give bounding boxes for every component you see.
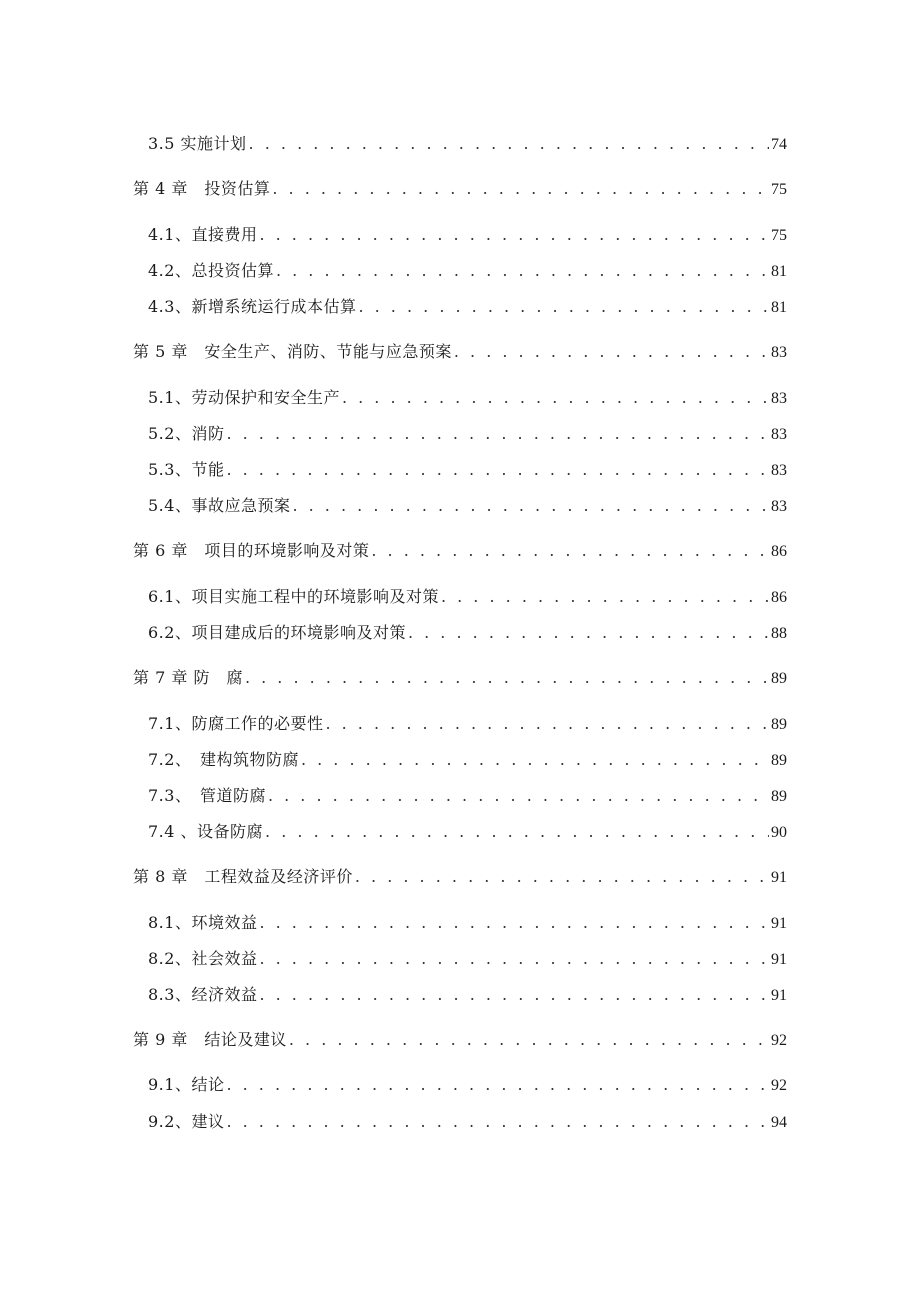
toc-entry-label: 7.4 、设备防腐: [148, 822, 264, 841]
toc-entry-page: 92: [771, 1077, 787, 1094]
toc-entry-7-2: [148, 750, 787, 771]
toc-leader-dots: [289, 1030, 769, 1050]
toc-entry-page: 75: [771, 227, 787, 244]
toc-entry-page: 89: [771, 670, 787, 687]
toc-chapter-5: [133, 342, 787, 363]
toc-leader-dots: [226, 460, 769, 480]
toc-leader-dots: [272, 179, 769, 199]
toc-entry-page: 88: [771, 625, 787, 642]
toc-entry-label: 第 7 章 防 腐: [133, 668, 243, 687]
toc-leader-dots: [249, 134, 769, 154]
toc-entry-label: 第 8 章 工程效益及经济评价: [133, 867, 353, 886]
toc-entry-label: 5.3、节能: [148, 460, 225, 479]
toc-entry-9-2: [148, 1112, 787, 1133]
toc-entry-label: 4.2、总投资估算: [148, 261, 274, 280]
toc-entry-page: 83: [771, 498, 787, 515]
toc-entry-label: 9.2、建议: [148, 1112, 225, 1131]
toc-entry-page: 94: [771, 1114, 787, 1131]
toc-entry-page: 86: [771, 589, 787, 606]
toc-entry-page: 91: [771, 869, 787, 886]
toc-chapter-4: [133, 179, 787, 200]
toc-leader-dots: [325, 714, 769, 734]
toc-entry-page: 83: [771, 344, 787, 361]
toc-entry-page: 74: [771, 136, 787, 153]
toc-entry-5-2: [148, 424, 787, 445]
toc-chapter-8: [133, 867, 787, 888]
toc-leader-dots: [358, 297, 769, 317]
toc-entry-label: 第 4 章 投资估算: [133, 179, 271, 198]
toc-entry-page: 81: [771, 299, 787, 316]
toc-leader-dots: [259, 913, 769, 933]
toc-leader-dots: [408, 623, 769, 643]
toc-entry-label: 3.5 实施计划: [148, 134, 247, 153]
toc-entry-label: 8.2、社会效益: [148, 949, 258, 968]
toc-entry-label: 第 9 章 结论及建议: [133, 1030, 287, 1049]
toc-leader-dots: [276, 261, 769, 281]
toc-entry-page: 91: [771, 915, 787, 932]
toc-leader-dots: [342, 388, 769, 408]
toc-entry-5-3: [148, 460, 787, 481]
toc-entry-9-1: [148, 1075, 787, 1096]
toc-entry-6-1: [148, 587, 787, 608]
toc-leader-dots: [355, 867, 769, 887]
toc-entry-label: 6.1、项目实施工程中的环境影响及对策: [148, 587, 439, 606]
toc-entry-label: 5.1、劳动保护和安全生产: [148, 388, 340, 407]
toc-leader-dots: [226, 1075, 769, 1095]
toc-entry-label: 5.2、消防: [148, 424, 225, 443]
toc-leader-dots: [245, 668, 769, 688]
toc-entry-5-4: [148, 496, 787, 517]
toc-entry-4-2: [148, 261, 787, 282]
toc-entry-label: 7.2、 建构筑物防腐: [148, 750, 299, 769]
toc-leader-dots: [265, 822, 769, 842]
toc-leader-dots: [259, 225, 769, 245]
toc-entry-label: 8.3、经济效益: [148, 985, 258, 1004]
toc-entry-label: 6.2、项目建成后的环境影响及对策: [148, 623, 406, 642]
toc-entry-page: 83: [771, 390, 787, 407]
toc-chapter-7: [133, 668, 787, 689]
toc-entry-7-3: [148, 786, 787, 807]
toc-entry-page: 91: [771, 987, 787, 1004]
toc-entry-6-2: [148, 623, 787, 644]
toc-entry-7-1: [148, 714, 787, 735]
toc-entry-page: 92: [771, 1032, 787, 1049]
toc-entry-label: 第 5 章 安全生产、消防、节能与应急预案: [133, 342, 452, 361]
toc-leader-dots: [268, 786, 769, 806]
toc-entry-label: 8.1、环境效益: [148, 913, 258, 932]
toc-entry-page: 91: [771, 951, 787, 968]
toc-entry-label: 4.1、直接费用: [148, 225, 258, 244]
toc-entry-label: 7.1、防腐工作的必要性: [148, 714, 324, 733]
toc-entry-page: 81: [771, 263, 787, 280]
toc-entry-page: 89: [771, 788, 787, 805]
toc-entry-8-3: [148, 985, 787, 1006]
toc-entry-page: 83: [771, 462, 787, 479]
toc-entry-8-2: [148, 949, 787, 970]
toc-entry-label: 5.4、事故应急预案: [148, 496, 291, 515]
toc-leader-dots: [301, 750, 769, 770]
toc-leader-dots: [454, 342, 769, 362]
toc-chapter-6: [133, 541, 787, 562]
toc-entry-8-1: [148, 913, 787, 934]
toc-entry-7-4: [148, 822, 787, 843]
toc-entry-page: 75: [771, 181, 787, 198]
toc-leader-dots: [371, 541, 769, 561]
toc-entry-label: 7.3、 管道防腐: [148, 786, 266, 805]
toc-entry-5-1: [148, 388, 787, 409]
toc-entry-4-3: [148, 297, 787, 318]
toc-leader-dots: [441, 587, 769, 607]
toc-entry-label: 4.3、新增系统运行成本估算: [148, 297, 357, 316]
toc-entry-label: 9.1、结论: [148, 1075, 225, 1094]
toc-entry-3-5: [148, 134, 787, 155]
toc-entry-page: 83: [771, 426, 787, 443]
toc-entry-page: 86: [771, 543, 787, 560]
toc-leader-dots: [259, 985, 769, 1005]
toc-leader-dots: [259, 949, 769, 969]
toc-leader-dots: [292, 496, 769, 516]
toc-entry-page: 89: [771, 752, 787, 769]
toc-leader-dots: [226, 1112, 769, 1132]
toc-leader-dots: [226, 424, 769, 444]
toc-chapter-9: [133, 1030, 787, 1051]
toc-entry-label: 第 6 章 项目的环境影响及对策: [133, 541, 370, 560]
toc-entry-page: 89: [771, 716, 787, 733]
toc-entry-4-1: [148, 225, 787, 246]
toc-entry-page: 90: [771, 824, 787, 841]
